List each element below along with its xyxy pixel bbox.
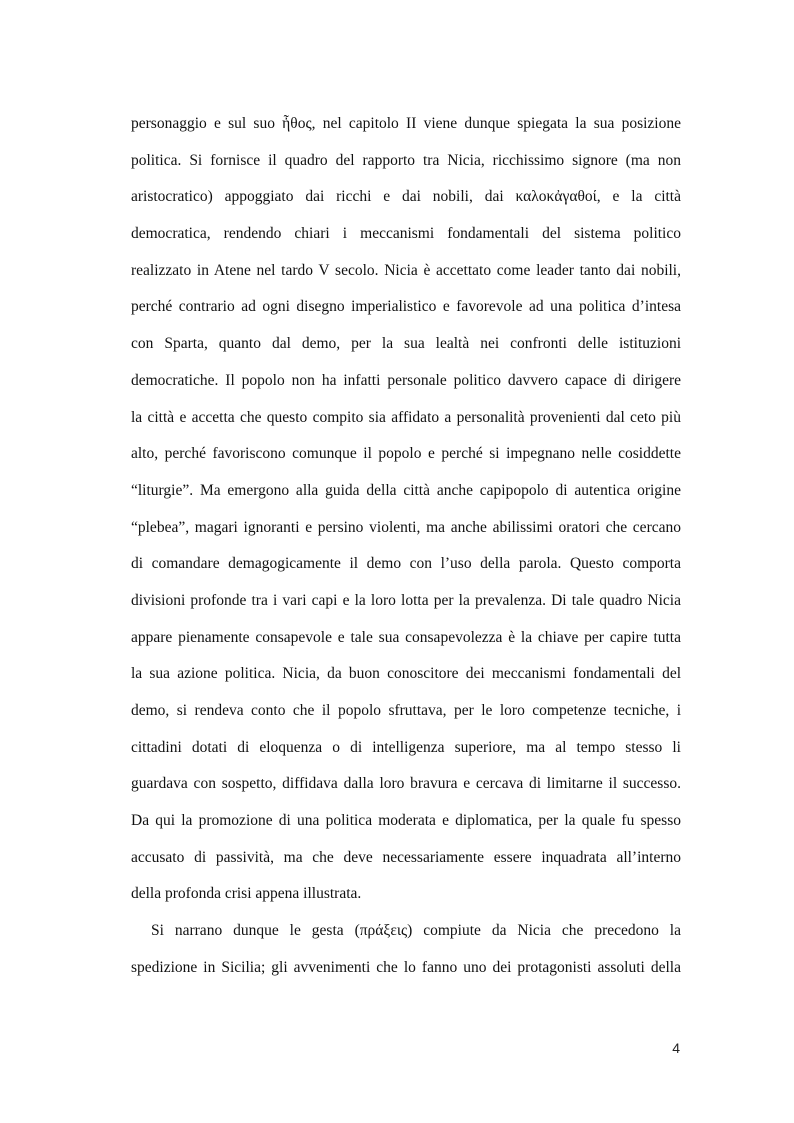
text-line: democratica, rendendo chiari i meccanismi fondamentali del sistema politico (131, 225, 681, 243)
text-line: cittadini dotati di eloquenza o di intelligenza superiore, ma al tempo stesso li (131, 738, 681, 756)
text-line: perché contrario ad ogni disegno imperialistico e favorevole ad una politica d’intesa (131, 298, 681, 316)
text-line: appare pienamente consapevole e tale sua consapevolezza è la chiave per capire tutta (131, 628, 681, 646)
text-line: personaggio e sul suo ἦθος, nel capitolo II viene dunque spiegata la sua posizione (131, 115, 681, 132)
text-line: Si narrano dunque le gesta (πράξεις) compiute da Nicia che precedono la (151, 922, 681, 940)
text-line: di comandare demagogicamente il demo con l’uso della parola. Questo comporta (131, 555, 681, 573)
text-line: divisioni profonde tra i vari capi e la loro lotta per la prevalenza. Di tale quadro Nicia (131, 591, 681, 609)
text-line: democratiche. Il popolo non ha infatti personale politico davvero capace di dirigere (131, 371, 681, 389)
text-line: politica. Si fornisce il quadro del rapporto tra Nicia, ricchissimo signore (ma non (131, 151, 681, 169)
text-line: accusato di passività, ma che deve necessariamente essere inquadrata all’interno (131, 848, 681, 866)
text-line: aristocratico) appoggiato dai ricchi e dai nobili, dai καλοκἀγαθοί, e la città (131, 188, 681, 206)
text-line: la città e accetta che questo compito sia affidato a personalità provenienti dal ceto più (131, 408, 681, 426)
page-number: 4 (672, 1040, 680, 1056)
text-line: della profonda crisi appena illustrata. (131, 885, 362, 903)
text-line: realizzato in Atene nel tardo V secolo. Nicia è accettato come leader tanto dai nobili, (131, 261, 681, 279)
text-line: Da qui la promozione di una politica moderata e diplomatica, per la quale fu spesso (131, 812, 681, 830)
text-line: “liturgie”. Ma emergono alla guida della città anche capipopolo di autentica origine (131, 481, 681, 499)
text-line: la sua azione politica. Nicia, da buon conoscitore dei meccanismi fondamentali del (131, 665, 681, 683)
text-line: con Sparta, quanto dal demo, per la sua lealtà nei confronti delle istituzioni (131, 335, 681, 353)
text-line: demo, si rendeva conto che il popolo sfruttava, per le loro competenze tecniche, i (131, 702, 681, 719)
body-text (131, 106, 681, 987)
text-line: alto, perché favoriscono comunque il popolo e perché si impegnano nelle cosiddette (131, 445, 681, 463)
text-line: “plebea”, magari ignoranti e persino violenti, ma anche abilissimi oratori che cercano (131, 518, 681, 536)
text-line: spedizione in Sicilia; gli avvenimenti che lo fanno uno dei protagonisti assoluti della (131, 958, 681, 976)
text-line: guardava con sospetto, diffidava dalla loro bravura e cercava di limitarne il successo. (131, 775, 681, 793)
